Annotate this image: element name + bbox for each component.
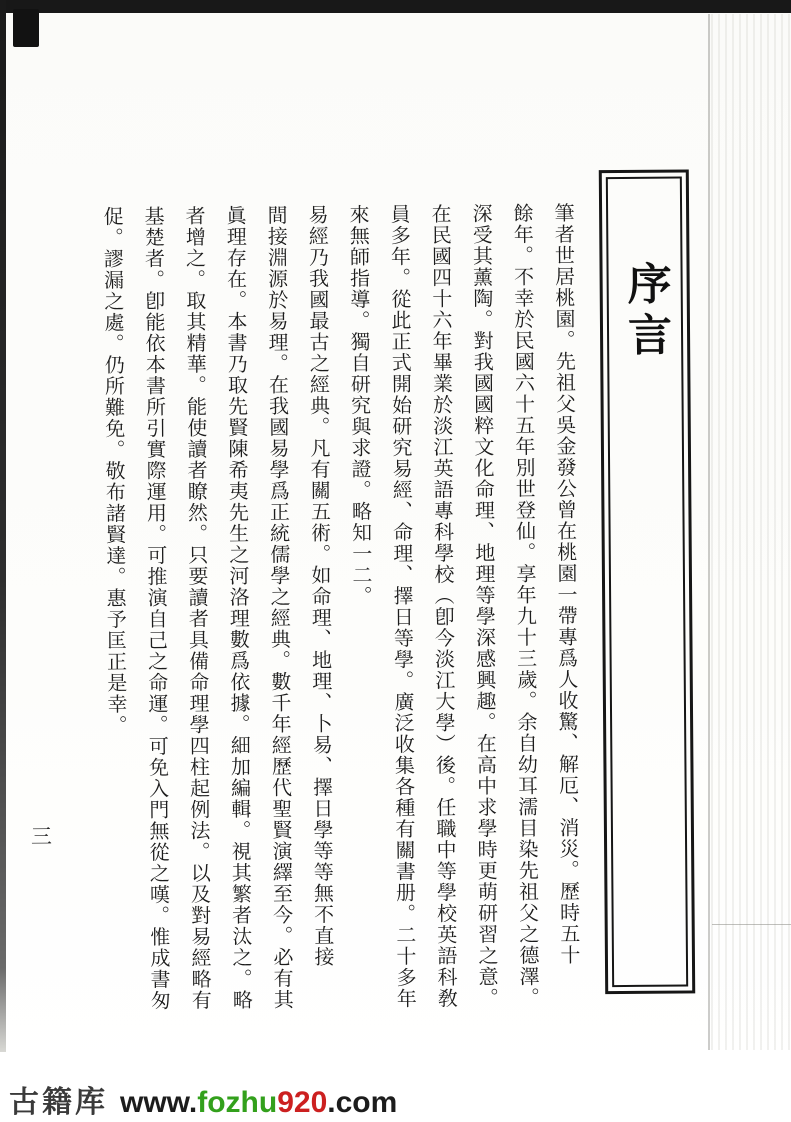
watermark-url-domain: fozhu xyxy=(197,1086,278,1119)
preface-column: 員多年。從此正式開始研究易經、命理、擇日等學。廣泛收集各種有關書册。二十多年 xyxy=(387,203,416,1010)
preface-column: 基楚者。卽能依本書所引實際運用。可推演自己之命運。可免入門無從之嘆。惟成書匆 xyxy=(141,205,170,1012)
watermark-url xyxy=(120,1086,397,1120)
preface-title: 序言 xyxy=(620,260,671,363)
preface-column: 間接淵源於易理。在我國易學爲正統儒學之經典。數千年經歷代聖賢演繹至今。必有其 xyxy=(264,204,293,1011)
watermark-url-www: www. xyxy=(120,1086,198,1119)
page-number: 三 xyxy=(30,824,53,849)
preface-column: 者增之。取其精華。能使讀者瞭然。只要讀者具備命理學四柱起例法。以及對易經略有 xyxy=(182,205,211,1012)
preface-column: 深受其薰陶。對我國國粹文化命理、地理等學深感興趣。在高中求學時更萌研習之意。 xyxy=(469,203,498,1009)
preface-title-box xyxy=(599,169,695,994)
preface-column: 眞理存在。本書乃取先賢陳希夷先生之河洛理數爲依據。細加編輯。視其繁者汰之。略 xyxy=(223,204,252,1011)
preface-column: 易經乃我國最古之經典。凡有關五術。如命理、地理、卜易、擇日學等等無不直接 xyxy=(305,204,334,968)
watermark-url-number: 920 xyxy=(277,1086,328,1119)
preface-column: 促。謬漏之處。仍所難免。敬布諸賢達。惠予匡正是幸。 xyxy=(100,205,127,737)
preface-title-box-inner-border xyxy=(606,177,688,988)
watermark-site-name: 古籍库 xyxy=(9,1086,108,1119)
watermark xyxy=(9,1077,397,1121)
preface-text-block xyxy=(100,202,580,1036)
preface-column: 餘年。不幸於民國六十五年別世登仙。享年九十三歲。余自幼耳濡目染先祖父之德澤。 xyxy=(510,202,539,1009)
preface-column: 來無師指導。獨自研究與求證。略知一二。 xyxy=(346,203,372,607)
watermark-url-tld: .com xyxy=(327,1086,398,1119)
preface-column: 在民國四十六年畢業於淡江英語專科學校（卽今淡江大學）後。任職中等學校英語科敎 xyxy=(428,203,457,1010)
preface-column: 筆者世居桃園。先祖父吳金發公曾在桃園一帶專爲人收驚、解厄、消災。歷時五十 xyxy=(551,202,580,966)
